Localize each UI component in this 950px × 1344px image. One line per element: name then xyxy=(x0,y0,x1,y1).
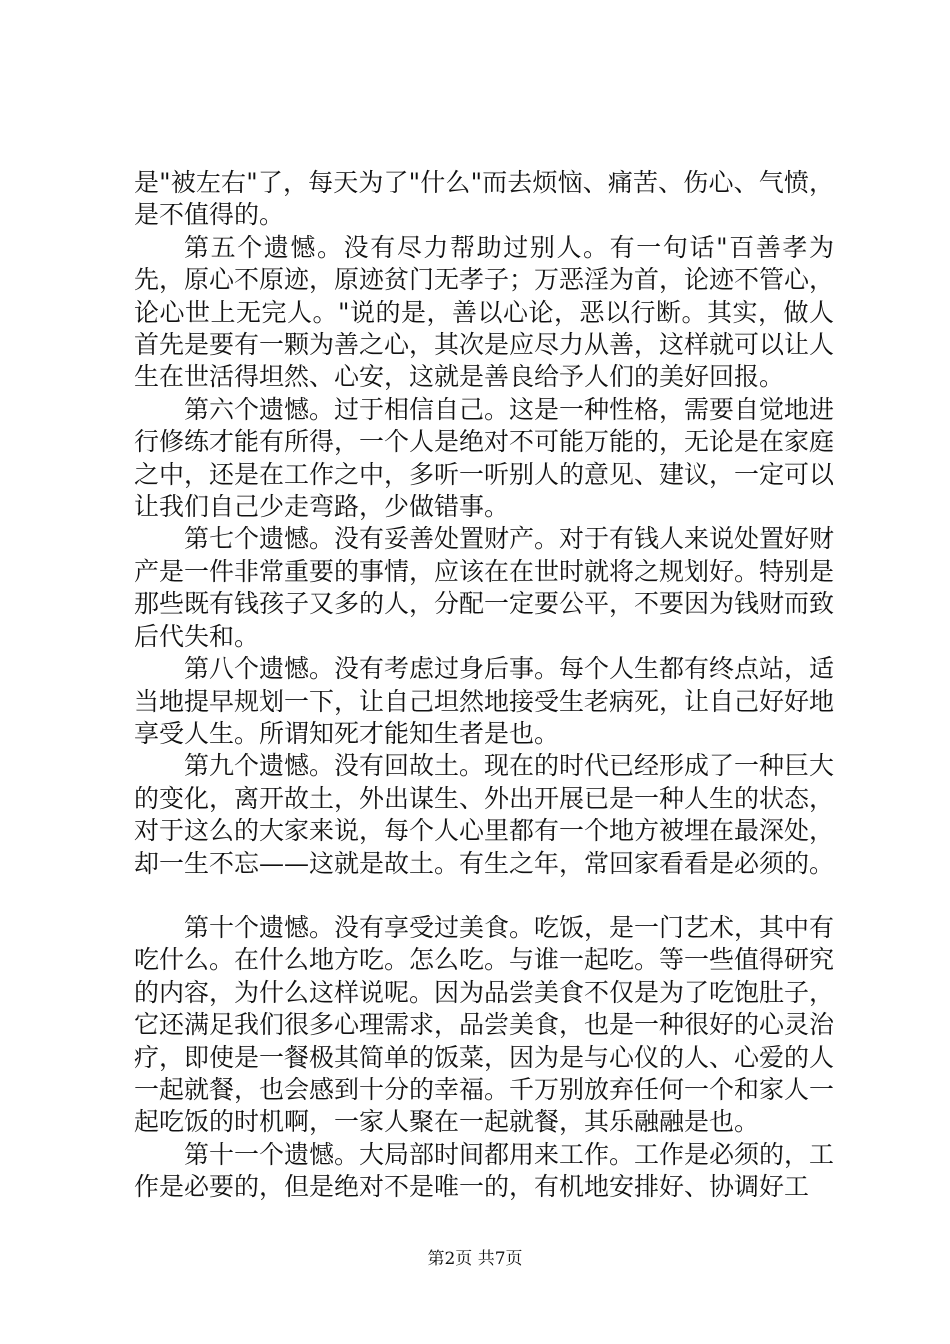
document-body xyxy=(134,167,834,1204)
paragraph-regret-8: 第八个遗憾。没有考虑过身后事。每个人生都有终点站，适当地提早规划一下，让自己坦然地接受生老病死，让自己好好地享受人生。所谓知死才能知生者是也。 xyxy=(134,654,835,748)
paragraph-gap xyxy=(134,880,834,912)
paragraph-regret-7: 第七个遗憾。没有妥善处置财产。对于有钱人来说处置好财产是一件非常重要的事情，应该在在世时就将之规划好。特别是那些既有钱孩子又多的人，分配一定要公平，不要因为钱财而致后代失和。 xyxy=(134,524,835,651)
paragraph-regret-11: 第十一个遗憾。大局部时间都用来工作。工作是必须的，工作是必要的，但是绝对不是唯一的，有机地安排好、协调好工 xyxy=(134,1139,835,1202)
paragraph-regret-10: 第十个遗憾。没有享受过美食。吃饭，是一门艺术，其中有吃什么。在什么地方吃。怎么吃。与谁一起吃。等一些值得研究的内容，为什么这样说呢。因为品尝美食不仅是为了吃饱肚子，它还满足我们很多心理需求，品尝美食，也是一种很好的心灵治疗，即使是一餐极其简单的饭菜，因为是与心仪的人、心爱的人一起就餐，也会感到十分的幸福。千万别放弃任何一个和家人一起吃饭的时机啊，一家人聚在一起就餐，其乐融融是也。 xyxy=(134,912,835,1137)
paragraph-regret-9: 第九个遗憾。没有回故土。现在的时代已经形成了一种巨大的变化，离开故土，外出谋生、外出开展已是一种人生的状态，对于这么的大家来说，每个人心里都有一个地方被埋在最深处，却一生不忘——这就是故土。有生之年，常回家看看是必须的。 xyxy=(134,751,835,878)
page-number-footer: 第2页 共7页 xyxy=(427,1249,523,1269)
paragraph-continuation: 是"被左右"了，每天为了"什么"而去烦恼、痛苦、伤心、气愤，是不值得的。 xyxy=(134,168,834,230)
paragraph-regret-6: 第六个遗憾。过于相信自己。这是一种性格，需要自觉地进行修练才能有所得，一个人是绝对不可能万能的，无论是在家庭之中，还是在工作之中，多听一听别人的意见、建议，一定可以让我们自己少走弯路，少做错事。 xyxy=(134,394,835,522)
paragraph-regret-5: 第五个遗憾。没有尽力帮助过别人。有一句话"百善孝为先，原心不原迹，原迹贫门无孝子；万恶淫为首，论迹不管心，论心世上无完人。"说的是，善以心论，恶以行断。其实，做人首先是要有一颗为善之心，其次是应尽力从善，这样就可以让人生在世活得坦然、心安，这就是善良给予人们的美好回报。 xyxy=(134,232,835,392)
